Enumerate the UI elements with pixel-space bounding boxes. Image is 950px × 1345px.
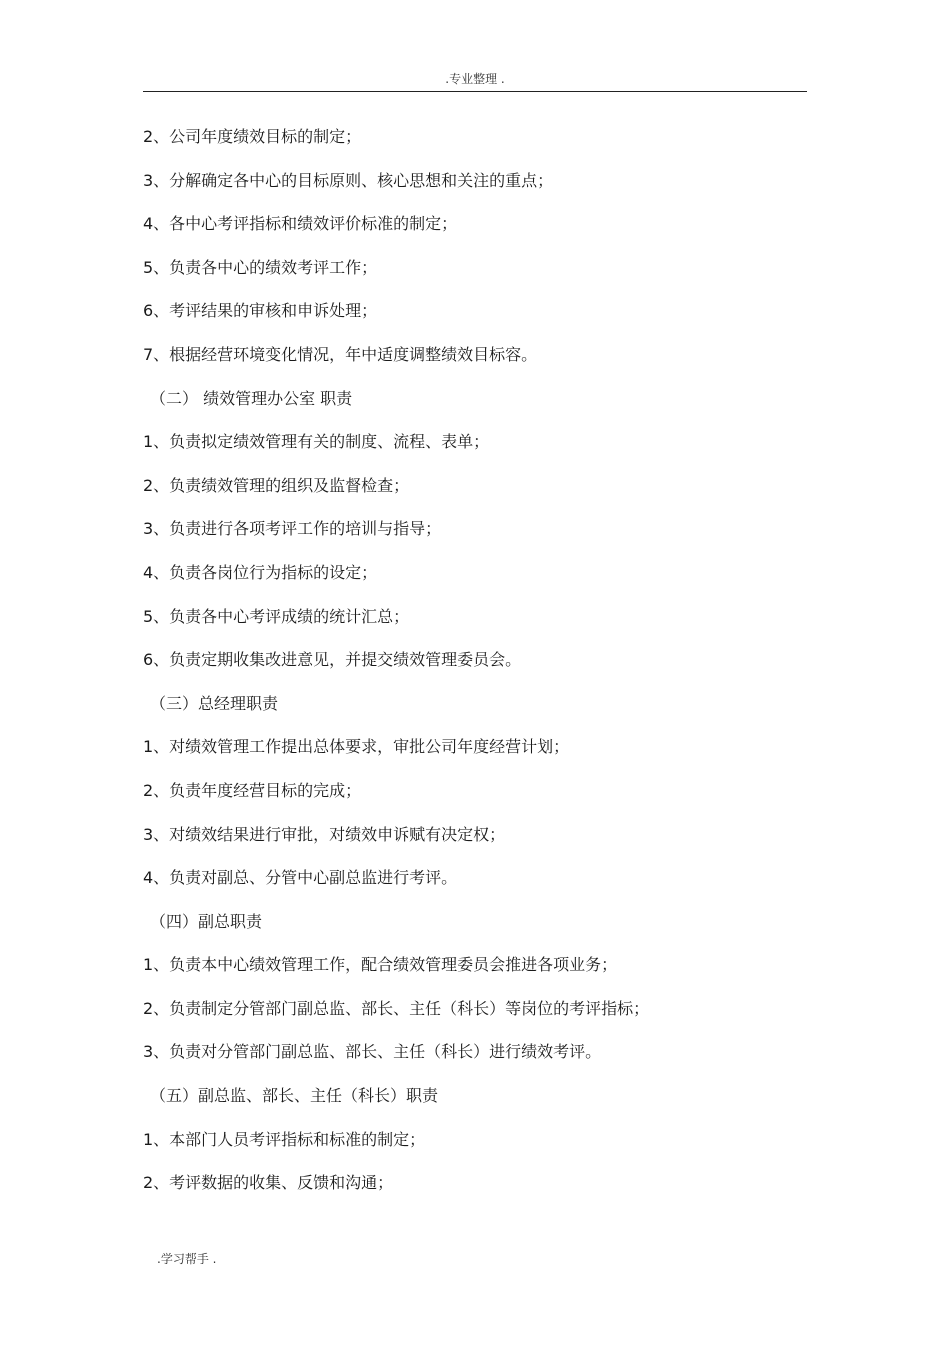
list-item: 2、负责制定分管部门副总监、部长、主任（科长）等岗位的考评指标； [143,998,650,1018]
list-item: 1、对绩效管理工作提出总体要求，审批公司年度经营计划； [143,737,570,757]
list-item: 4、负责各岗位行为指标的设定； [143,562,378,582]
list-item: 2、负责绩效管理的组织及监督检查； [143,475,410,495]
document-body [143,122,807,1212]
header-text: .专业整理 . [445,72,505,86]
list-item: 6、负责定期收集改进意见，并提交绩效管理委员会。 [143,650,522,670]
list-item: 3、对绩效结果进行审批，对绩效申诉赋有决定权； [143,824,506,844]
list-item: 5、负责各中心考评成绩的统计汇总； [143,606,410,626]
list-item: 6、考评结果的审核和申诉处理； [143,301,378,321]
list-item: 1、负责本中心绩效管理工作，配合绩效管理委员会推进各项业务； [143,955,618,975]
section-heading: （五）副总监、部长、主任（科长）职责 [150,1086,439,1106]
list-item: 2、负责年度经营目标的完成； [143,780,362,800]
footer-text: .学习帮手 . [157,1252,217,1266]
list-item: 3、负责进行各项考评工作的培训与指导； [143,519,442,539]
section-heading: （二） 绩效管理办公室 职责 [150,388,353,408]
list-item: 4、各中心考评指标和绩效评价标准的制定； [143,214,458,234]
list-item: 2、考评数据的收集、反馈和沟通； [143,1173,394,1193]
page-footer [157,1250,216,1267]
section-heading: （三）总经理职责 [150,693,279,713]
list-item: 1、本部门人员考评指标和标准的制定； [143,1129,426,1149]
list-item: 4、负责对副总、分管中心副总监进行考评。 [143,868,458,888]
list-item: 5、负责各中心的绩效考评工作； [143,257,378,277]
list-item: 1、负责拟定绩效管理有关的制度、流程、表单； [143,432,490,452]
section-heading: （四）副总职责 [150,911,263,931]
list-item: 7、根据经营环境变化情况，年中适度调整绩效目标容。 [143,344,538,364]
list-item: 3、负责对分管部门副总监、部长、主任（科长）进行绩效考评。 [143,1042,602,1062]
list-item: 3、分解确定各中心的目标原则、核心思想和关注的重点； [143,170,554,190]
list-item: 2、公司年度绩效目标的制定； [143,127,362,146]
page-header [143,66,807,92]
